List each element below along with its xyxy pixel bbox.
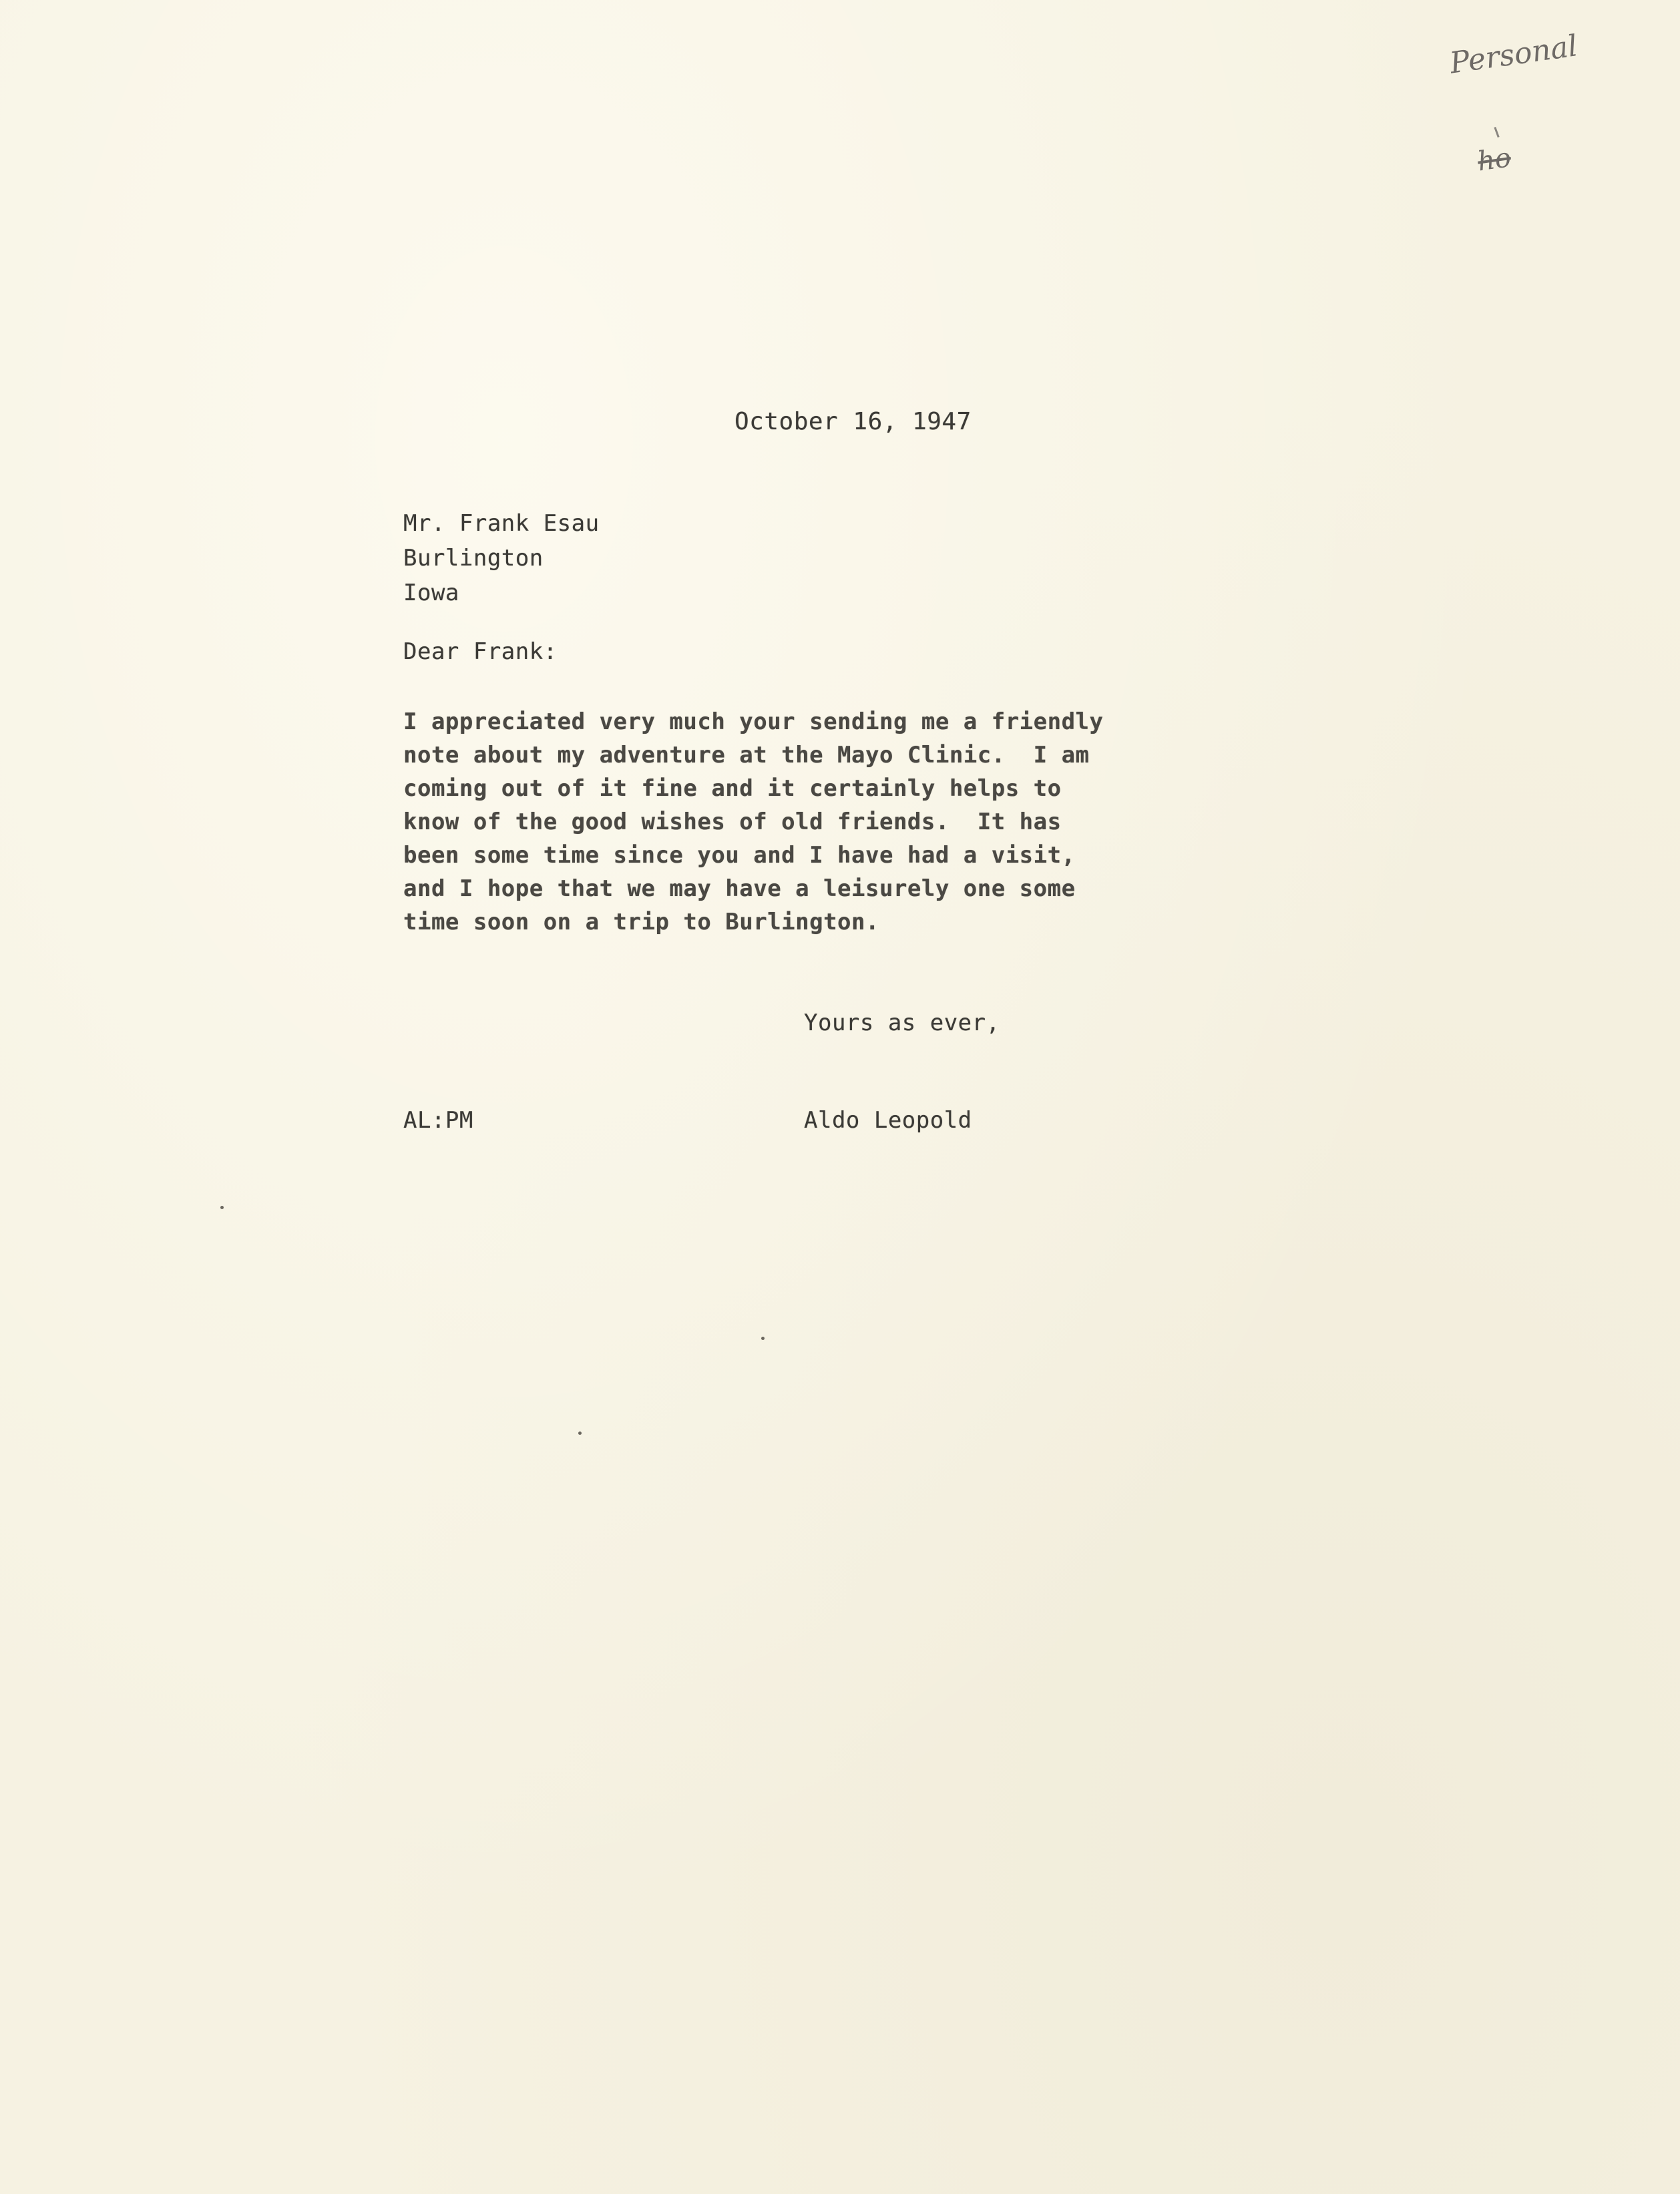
body-line: coming out of it fine and it certainly helps to bbox=[403, 775, 1062, 802]
letter-closing: Yours as ever, bbox=[804, 1010, 1000, 1036]
body-line: and I hope that we may have a leisurely one some bbox=[403, 875, 1076, 902]
body-line: know of the good wishes of old friends. It has bbox=[403, 809, 1062, 835]
body-line: I appreciated very much your sending me a friendly bbox=[403, 708, 1104, 735]
paper-speck bbox=[578, 1432, 582, 1435]
recipient-name: Mr. Frank Esau bbox=[403, 510, 600, 537]
salutation: Dear Frank: bbox=[403, 638, 558, 665]
paper-speck bbox=[761, 1337, 765, 1340]
body-line: time soon on a trip to Burlington. bbox=[403, 909, 879, 935]
handwritten-personal-note: Personal bbox=[1448, 29, 1580, 81]
handwritten-tick-mark bbox=[1494, 127, 1499, 138]
recipient-state: Iowa bbox=[403, 580, 459, 606]
paper-speck bbox=[220, 1206, 224, 1209]
recipient-city: Burlington bbox=[403, 545, 544, 572]
letter-date: October 16, 1947 bbox=[734, 408, 972, 435]
signature-name: Aldo Leopold bbox=[804, 1107, 972, 1134]
recipient-address bbox=[403, 506, 600, 610]
body-line: note about my adventure at the Mayo Clinic. I am bbox=[403, 742, 1090, 769]
handwritten-crossed-mark: ho bbox=[1476, 142, 1513, 178]
body-line: been some time since you and I have had a visit, bbox=[403, 842, 1076, 869]
reference-initials: AL:PM bbox=[403, 1107, 473, 1134]
letter-body bbox=[403, 705, 1104, 939]
